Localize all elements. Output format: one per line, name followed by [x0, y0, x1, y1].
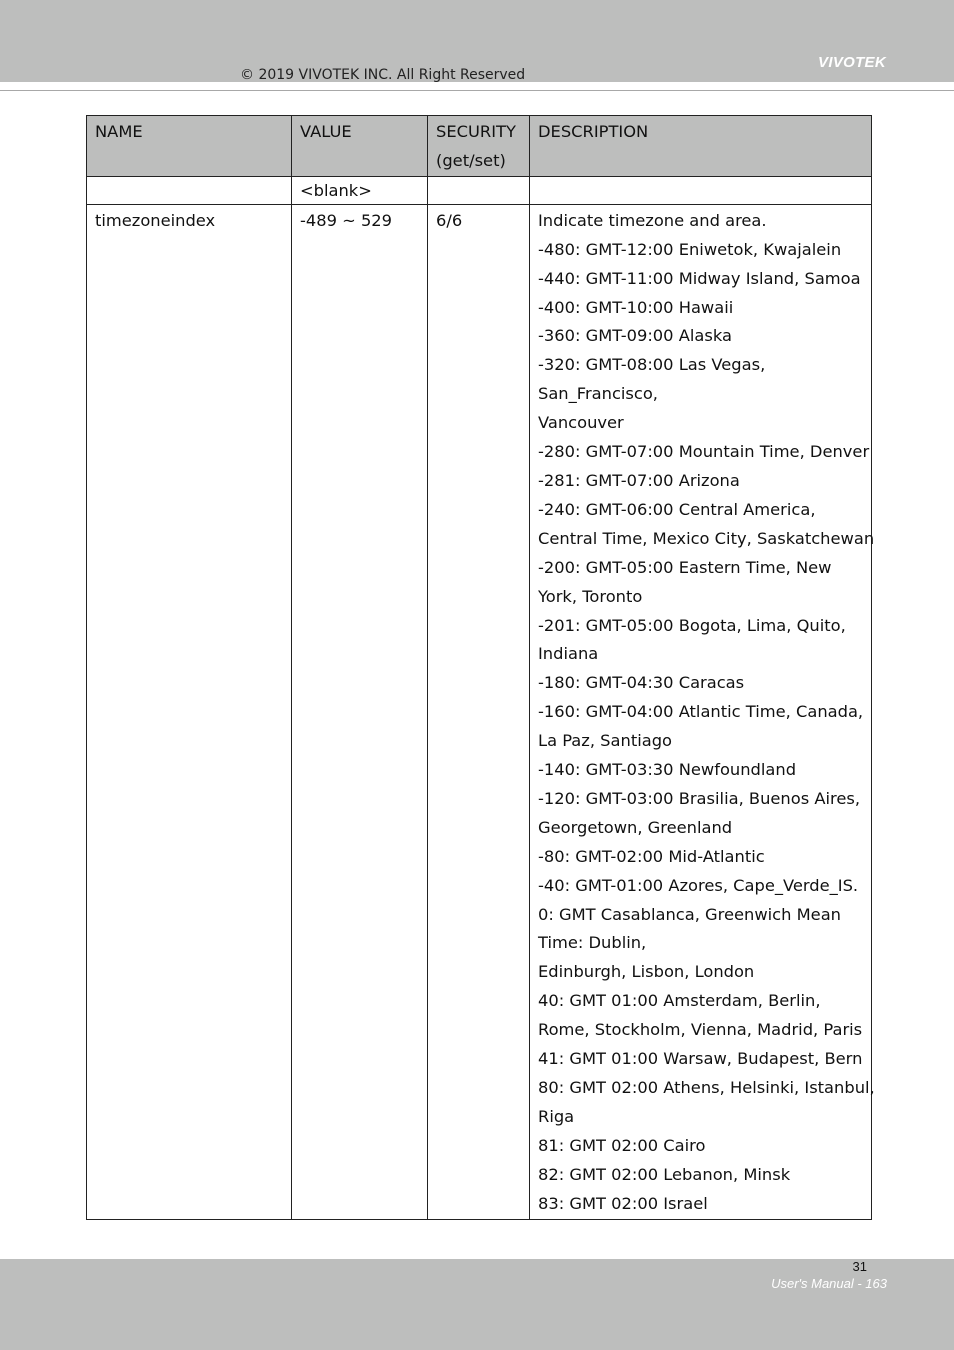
description-line: 80: GMT 02:00 Athens, Helsinki, Istanbul,: [538, 1078, 875, 1097]
copyright-text: © 2019 VIVOTEK INC. All Right Reserved: [240, 67, 526, 83]
description-line: 41: GMT 01:00 Warsaw, Budapest, Bern: [538, 1049, 863, 1069]
description-line: Rome, Stockholm, Vienna, Madrid, Paris: [538, 1020, 863, 1040]
description-line: -281: GMT-07:00 Arizona: [538, 470, 740, 490]
description-line: La Paz, Santiago: [538, 731, 672, 751]
description-line: Vancouver: [538, 413, 624, 433]
column-header-security-sub: (get/set): [436, 150, 506, 170]
column-header-name: NAME: [87, 116, 292, 177]
cell-security: [428, 176, 530, 204]
brand-logo-text: VIVOTEK: [818, 54, 886, 71]
description-line: -140: GMT-03:30 Newfoundland: [538, 760, 797, 780]
table-header-row: [87, 116, 872, 177]
description-line: -120: GMT-03:00 Brasilia, Buenos Aires,: [538, 788, 861, 808]
description-line: -360: GMT-09:00 Alaska: [538, 326, 732, 346]
cell-description: [530, 176, 872, 204]
description-line: 0: GMT Casablanca, Greenwich Mean: [538, 904, 841, 924]
description-line: -200: GMT-05:00 Eastern Time, New: [538, 557, 832, 577]
description-line: -160: GMT-04:00 Atlantic Time, Canada,: [538, 702, 864, 722]
description-line: 82: GMT 02:00 Lebanon, Minsk: [538, 1164, 791, 1184]
header-divider: [0, 90, 954, 91]
description-line: Edinburgh, Lisbon, London: [538, 962, 755, 982]
column-header-security: [428, 116, 530, 177]
description-line: 40: GMT 01:00 Amsterdam, Berlin,: [538, 991, 821, 1011]
description-line: -40: GMT-01:00 Azores, Cape_Verde_IS.: [538, 875, 859, 895]
cell-value: <blank>: [292, 176, 428, 204]
description-line: 81: GMT 02:00 Cairo: [538, 1135, 706, 1155]
cell-name: [87, 176, 292, 204]
description-line: -240: GMT-06:00 Central America,: [538, 499, 816, 519]
column-header-description: DESCRIPTION: [530, 116, 872, 177]
description-line: -480: GMT-12:00 Eniwetok, Kwajalein: [538, 239, 842, 259]
column-header-value: VALUE: [292, 116, 428, 177]
description-line: -80: GMT-02:00 Mid-Atlantic: [538, 846, 765, 866]
description-line: -400: GMT-10:00 Hawaii: [538, 297, 734, 317]
cell-name: timezoneindex: [87, 204, 292, 1219]
description-line: -440: GMT-11:00 Midway Island, Samoa: [538, 268, 861, 288]
description-line: -320: GMT-08:00 Las Vegas,: [538, 355, 766, 375]
cell-description: [530, 204, 875, 1219]
description-line: Indicate timezone and area.: [538, 210, 767, 230]
cell-security: 6/6: [428, 204, 530, 1219]
description-line: Riga: [538, 1106, 575, 1126]
manual-page-label: User's Manual - 163: [771, 1276, 887, 1291]
description-line: -180: GMT-04:30 Caracas: [538, 673, 745, 693]
description-line: Georgetown, Greenland: [538, 817, 733, 837]
page-footer-band: [0, 1259, 954, 1350]
column-header-security-label: SECURITY: [436, 122, 516, 141]
description-line: York, Toronto: [538, 586, 643, 606]
cell-value: -489 ~ 529: [292, 204, 428, 1219]
description-line: Indiana: [538, 644, 599, 664]
description-line: Time: Dublin,: [538, 933, 647, 953]
parameter-table: [86, 115, 875, 1220]
description-line: San_Francisco,: [538, 384, 658, 404]
description-line: -280: GMT-07:00 Mountain Time, Denver: [538, 442, 870, 462]
description-line: -201: GMT-05:00 Bogota, Lima, Quito,: [538, 615, 846, 635]
table-row: [87, 204, 872, 1219]
page-number: 31: [852, 1259, 867, 1274]
description-line: Central Time, Mexico City, Saskatchewan: [538, 528, 875, 548]
description-line: 83: GMT 02:00 Israel: [538, 1193, 708, 1213]
table-row: [87, 176, 872, 204]
